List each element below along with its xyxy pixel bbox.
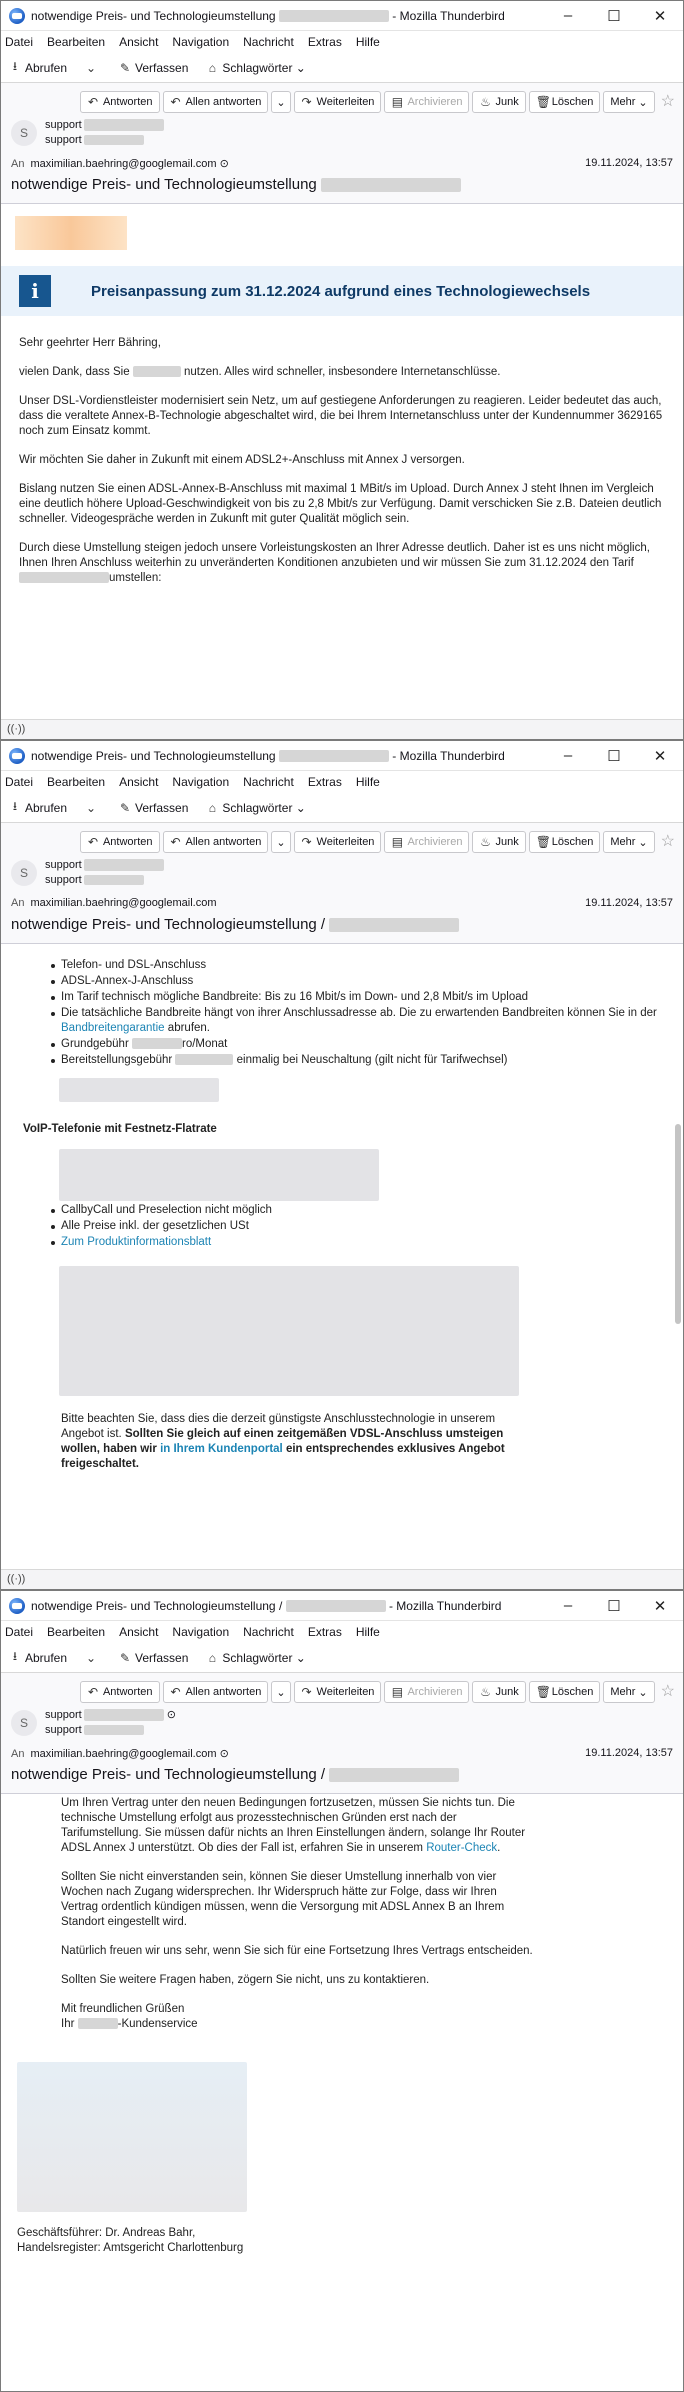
message-subject: notwendige Preis- und Technologieumstellung / bbox=[1, 1763, 683, 1793]
reply-icon: ↶ bbox=[87, 835, 98, 849]
forward-button[interactable]: ↷ Weiterleiten bbox=[294, 1681, 382, 1703]
recipient-address[interactable]: maximilian.baehring@googlemail.com bbox=[30, 897, 217, 909]
signature: Ihr -Kundenservice bbox=[61, 2018, 198, 2030]
reply-all-button[interactable]: ↶ Allen antworten bbox=[163, 1681, 269, 1703]
tag-icon: ⌂ bbox=[208, 800, 217, 815]
menu-nachricht[interactable]: Nachricht bbox=[243, 35, 294, 49]
thunderbird-icon bbox=[9, 748, 25, 764]
provider-logo bbox=[15, 216, 127, 250]
menu-ansicht[interactable]: Ansicht bbox=[119, 35, 159, 49]
sender-row bbox=[1, 853, 683, 893]
menu-navigation[interactable]: Navigation bbox=[172, 1625, 230, 1639]
archive-button[interactable]: ▤ Archivieren bbox=[384, 91, 469, 113]
sender-info[interactable] bbox=[45, 1708, 176, 1738]
sender-name: support bbox=[45, 1709, 82, 1721]
list-item bbox=[61, 1235, 665, 1250]
list-item: Alle Preise inkl. der gesetzlichen USt bbox=[61, 1219, 665, 1234]
menu-bar bbox=[1, 1621, 683, 1643]
message-header bbox=[1, 823, 683, 944]
menu-bar bbox=[1, 31, 683, 53]
list-item: Bereitstellungsgebühr einmalig bei Neuschaltung (gilt nicht für Tarifwechsel) bbox=[61, 1053, 665, 1068]
archive-button[interactable]: ▤ Archivieren bbox=[384, 1681, 469, 1703]
message-body bbox=[1, 1794, 683, 2374]
managing-director-line: Geschäftsführer: Dr. Andreas Bahr, bbox=[17, 2227, 196, 2239]
sender-address: support bbox=[45, 1724, 82, 1736]
download-icon: ⭳ bbox=[12, 59, 18, 73]
list-item: Telefon- und DSL-Anschluss bbox=[61, 958, 665, 973]
menu-navigation[interactable]: Navigation bbox=[172, 35, 230, 49]
redacted-block bbox=[59, 1078, 219, 1102]
get-mail-dropdown[interactable] bbox=[85, 61, 101, 75]
chevron-down-icon: ⌄ bbox=[86, 60, 97, 75]
get-mail-button[interactable]: ⭳ Abrufen bbox=[9, 797, 67, 818]
paragraph: vielen Dank, dass Sie nutzen. Alles wird schneller, insbesondere Internetanschlüsse. bbox=[19, 366, 501, 378]
junk-button[interactable]: ♨ Junk bbox=[472, 831, 525, 853]
get-mail-button[interactable]: ⭳ Abrufen bbox=[9, 1647, 67, 1668]
message-date: 19.11.2024, 13:57 bbox=[585, 897, 673, 909]
to-label: An bbox=[11, 1747, 25, 1760]
menu-navigation[interactable]: Navigation bbox=[172, 775, 230, 789]
menu-bearbeiten[interactable]: Bearbeiten bbox=[47, 1625, 106, 1639]
maximize-icon[interactable]: ☐ bbox=[607, 1597, 621, 1615]
main-toolbar bbox=[1, 793, 683, 823]
menu-hilfe[interactable]: Hilfe bbox=[355, 35, 380, 49]
archive-icon: ▤ bbox=[391, 95, 404, 109]
to-label: An bbox=[11, 897, 25, 909]
menu-bearbeiten[interactable]: Bearbeiten bbox=[47, 775, 106, 789]
compose-button[interactable]: ✎ Verfassen bbox=[120, 800, 189, 815]
avatar: S bbox=[11, 860, 37, 886]
menu-ansicht[interactable]: Ansicht bbox=[119, 1625, 159, 1639]
forward-button[interactable]: ↷ Weiterleiten bbox=[294, 91, 382, 113]
chevron-down-icon: ⌄ bbox=[276, 836, 286, 849]
download-icon: ⭳ bbox=[12, 799, 18, 813]
message-header bbox=[1, 1673, 683, 1794]
download-icon: ⭳ bbox=[12, 1649, 18, 1663]
chevron-down-icon: ⌄ bbox=[86, 800, 97, 815]
lock-icon: ⊙ bbox=[219, 157, 229, 170]
minimize-icon[interactable]: – bbox=[563, 1597, 573, 1614]
menu-hilfe[interactable]: Hilfe bbox=[355, 775, 380, 789]
redacted-block bbox=[59, 1149, 379, 1201]
paragraph: Natürlich freuen wir uns sehr, wenn Sie sich für eine Fortsetzung Ihres Vertrags entscheiden. bbox=[61, 1945, 533, 1957]
sender-name: support bbox=[45, 859, 82, 871]
customer-portal-link[interactable]: in Ihrem Kundenportal bbox=[160, 1443, 283, 1455]
list-item: Die tatsächliche Bandbreite hängt von ihrer Anschlussadresse ab. Die zu erwartenden Bandbreiten können Sie in der Bandbreitengarantie abrufen. bbox=[61, 1006, 665, 1036]
sender-name: support bbox=[45, 119, 82, 131]
window-title: notwendige Preis- und Technologieumstellung - Mozilla Thunderbird bbox=[31, 748, 505, 763]
to-label: An bbox=[11, 157, 25, 170]
get-mail-dropdown[interactable] bbox=[85, 801, 101, 815]
chevron-down-icon: ⌄ bbox=[86, 1650, 97, 1665]
get-mail-dropdown[interactable] bbox=[85, 1651, 101, 1665]
title-bar bbox=[1, 741, 683, 771]
close-icon[interactable]: ✕ bbox=[653, 7, 667, 25]
wifi-signal-icon: ((·)) bbox=[7, 723, 26, 735]
list-item: Grundgebühr ro/Monat bbox=[61, 1037, 665, 1052]
delete-button[interactable]: 🗑 Löschen bbox=[529, 831, 601, 853]
tags-button[interactable]: ⌂ Schlagwörter ⌄ bbox=[206, 61, 305, 75]
archive-icon: ▤ bbox=[391, 835, 404, 849]
paragraph: Sollten Sie nicht einverstanden sein, können Sie dieser Umstellung innerhalb von vier Wochen nach Zugang widersprechen. Ihr Widerspruch hätte zur Folge, dass wir Ihren Vertrag ordentlich kündigen müssen, wenn die Versorgung mit ADSL Annex B an Ihrem Standort eingestellt wird. bbox=[61, 1871, 505, 1928]
flame-icon: ♨ bbox=[480, 1685, 491, 1699]
delete-button[interactable]: 🗑 Löschen bbox=[529, 91, 601, 113]
list-item: ADSL-Annex-J-Anschluss bbox=[61, 974, 665, 989]
junk-button[interactable]: ♨ Junk bbox=[472, 91, 525, 113]
lock-icon: ⊙ bbox=[166, 1709, 176, 1721]
message-date: 19.11.2024, 13:57 bbox=[585, 1747, 673, 1759]
closing: Mit freundlichen Grüßen bbox=[61, 2003, 185, 2015]
trash-icon: 🗑 bbox=[535, 1685, 551, 1699]
reply-dropdown[interactable] bbox=[271, 1681, 290, 1703]
scrollbar[interactable] bbox=[675, 1124, 681, 1324]
reply-button[interactable]: ↶ Antworten bbox=[80, 1681, 160, 1703]
tag-icon: ⌂ bbox=[208, 60, 217, 75]
greeting: Sehr geehrter Herr Bähring, bbox=[19, 337, 161, 349]
compose-button[interactable]: ✎ Verfassen bbox=[120, 1650, 189, 1665]
flame-icon: ♨ bbox=[480, 95, 491, 109]
paragraph: Um Ihren Vertrag unter den neuen Bedingungen fortzusetzen, müssen Sie nichts tun. Die technische Umstellung erfolgt aus prozesstechnischen Gründen erst nach der Tarifumstellung. Sie müssen dafür nichts an Ihren Einstellungen ändern, solange Ihr Router ADSL Annex J unterstützt. Ob dies der Fall ist, erfahren Sie in unserem Router-Check. bbox=[61, 1797, 526, 1854]
maximize-icon[interactable]: ☐ bbox=[607, 747, 621, 765]
junk-button[interactable]: ♨ Junk bbox=[472, 1681, 525, 1703]
paragraph: Unser DSL-Vordienstleister modernisiert sein Netz, um auf gestiegene Anforderungen zu reagieren. Leider bedeutet das auch, dass die veraltete Annex-B-Technologie abgeschaltet wird, die bei Ihrem Internetanschluss unter der Kundennummer 3629165 noch zum Einsatz kommt. bbox=[19, 395, 663, 437]
reply-button[interactable]: ↶ Antworten bbox=[80, 91, 160, 113]
message-subject: notwendige Preis- und Technologieumstellung / bbox=[1, 913, 683, 943]
pencil-icon: ✎ bbox=[120, 800, 131, 815]
info-banner bbox=[1, 266, 683, 316]
pencil-icon: ✎ bbox=[120, 1650, 131, 1665]
message-header bbox=[1, 83, 683, 204]
compose-button[interactable]: ✎ Verfassen bbox=[120, 60, 189, 75]
avatar: S bbox=[11, 120, 37, 146]
thunderbird-icon bbox=[9, 1598, 25, 1614]
chevron-down-icon: ⌄ bbox=[276, 96, 286, 109]
reply-dropdown[interactable] bbox=[271, 91, 290, 113]
recipient-address[interactable]: maximilian.baehring@googlemail.com bbox=[30, 1747, 217, 1760]
voip-list bbox=[19, 1203, 665, 1250]
recipient-row bbox=[1, 1743, 683, 1763]
message-body bbox=[1, 204, 683, 704]
thunderbird-icon bbox=[9, 8, 25, 24]
menu-nachricht[interactable]: Nachricht bbox=[243, 775, 294, 789]
menu-ansicht[interactable]: Ansicht bbox=[119, 775, 159, 789]
more-button[interactable]: Mehr ⌄ bbox=[603, 831, 654, 853]
trash-icon: 🗑 bbox=[535, 835, 551, 849]
paragraph: Durch diese Umstellung steigen jedoch unsere Vorleistungskosten an Ihrer Adresse deutlich. Daher ist es uns nicht möglich, Ihnen Ihren Anschluss weiterhin zu unveränderten Konditionen anzubieten und wir müssen Sie zum 31.12.2024 den Tarif umstellen: bbox=[19, 542, 650, 584]
forward-icon: ↷ bbox=[301, 95, 312, 109]
list-item: Im Tarif technisch mögliche Bandbreite: Bis zu 16 Mbit/s im Down- und 2,8 Mbit/s im Upload bbox=[61, 990, 665, 1005]
message-actions bbox=[1, 83, 683, 113]
trash-icon: 🗑 bbox=[535, 95, 551, 109]
star-icon[interactable]: ☆ bbox=[660, 1683, 675, 1700]
feature-list bbox=[19, 958, 665, 1068]
menu-extras[interactable]: Extras bbox=[307, 1625, 342, 1639]
archive-icon: ▤ bbox=[391, 1685, 404, 1699]
chevron-down-icon: ⌄ bbox=[276, 1686, 286, 1699]
menu-hilfe[interactable]: Hilfe bbox=[355, 1625, 380, 1639]
menu-bearbeiten[interactable]: Bearbeiten bbox=[47, 35, 106, 49]
forward-icon: ↷ bbox=[301, 835, 312, 849]
window-title: notwendige Preis- und Technologieumstellung / - Mozilla Thunderbird bbox=[31, 1598, 502, 1613]
sender-info[interactable] bbox=[45, 118, 164, 148]
thunderbird-window-2 bbox=[0, 740, 684, 1590]
menu-datei[interactable]: Datei bbox=[5, 775, 34, 789]
bandwidth-link[interactable]: Bandbreitengarantie bbox=[61, 1022, 165, 1034]
reply-all-button[interactable]: ↶ Allen antworten bbox=[163, 831, 269, 853]
reply-all-icon: ↶ bbox=[170, 835, 181, 849]
title-bar bbox=[1, 1591, 683, 1621]
more-button[interactable]: Mehr ⌄ bbox=[603, 1681, 654, 1703]
sender-address: support bbox=[45, 874, 82, 886]
forward-button[interactable]: ↷ Weiterleiten bbox=[294, 831, 382, 853]
get-mail-button[interactable]: ⭳ Abrufen bbox=[9, 57, 67, 78]
tags-button[interactable]: ⌂ Schlagwörter ⌄ bbox=[206, 1651, 305, 1665]
maximize-icon[interactable]: ☐ bbox=[607, 7, 621, 25]
main-toolbar bbox=[1, 1643, 683, 1673]
close-icon[interactable]: ✕ bbox=[653, 1597, 667, 1615]
sender-info[interactable] bbox=[45, 858, 164, 888]
notice-paragraph: Bitte beachten Sie, dass dies die derzeit günstigste Anschlusstechnologie in unserem Angebot ist. Sollten Sie gleich auf einen zeitgemäßen VDSL-Anschluss umsteigen wollen, haben wir in Ihrem Kundenportal ein entsprechendes exklusives Angebot freigeschaltet. bbox=[61, 1413, 505, 1470]
more-button[interactable]: Mehr ⌄ bbox=[603, 91, 654, 113]
tags-button[interactable]: ⌂ Schlagwörter ⌄ bbox=[206, 801, 305, 815]
pencil-icon: ✎ bbox=[120, 60, 131, 75]
paragraph: Bislang nutzen Sie einen ADSL-Annex-B-Anschluss mit maximal 1 MBit/s im Upload. Durch Annex J steht Ihnen im Vergleich eine deutlich höhere Upload-Geschwindigkeit von bis zu 2,8 Mbit/s zur Verfügung. Damit verschicken Sie z.B. Dateien deutlich schneller. Videogespräche werden in Zukunft mit guter Qualität möglich sein. bbox=[19, 483, 662, 525]
recipient-row bbox=[1, 153, 683, 173]
lock-icon: ⊙ bbox=[219, 1747, 229, 1760]
archive-button[interactable]: ▤ Archivieren bbox=[384, 831, 469, 853]
minimize-icon[interactable]: – bbox=[563, 7, 573, 24]
status-bar bbox=[1, 719, 683, 739]
message-actions bbox=[1, 1673, 683, 1703]
reply-dropdown[interactable] bbox=[271, 831, 290, 853]
minimize-icon[interactable]: – bbox=[563, 747, 573, 764]
window-title: notwendige Preis- und Technologieumstellung - Mozilla Thunderbird bbox=[31, 8, 505, 23]
thunderbird-window-1 bbox=[0, 0, 684, 740]
router-check-link[interactable]: Router-Check bbox=[426, 1842, 498, 1854]
sender-address: support bbox=[45, 134, 82, 146]
sender-row bbox=[1, 113, 683, 153]
sender-row bbox=[1, 1703, 683, 1743]
avatar: S bbox=[11, 1710, 37, 1736]
title-bar bbox=[1, 1, 683, 31]
reply-icon: ↶ bbox=[87, 1685, 98, 1699]
close-icon[interactable]: ✕ bbox=[653, 747, 667, 765]
reply-button[interactable]: ↶ Antworten bbox=[80, 831, 160, 853]
menu-datei[interactable]: Datei bbox=[5, 35, 34, 49]
message-actions bbox=[1, 823, 683, 853]
menu-nachricht[interactable]: Nachricht bbox=[243, 1625, 294, 1639]
menu-bar bbox=[1, 771, 683, 793]
thunderbird-window-3 bbox=[0, 1590, 684, 2392]
delete-button[interactable]: 🗑 Löschen bbox=[529, 1681, 601, 1703]
voip-heading: VoIP-Telefonie mit Festnetz-Flatrate bbox=[23, 1123, 217, 1135]
main-toolbar bbox=[1, 53, 683, 83]
recipient-address[interactable]: maximilian.baehring@googlemail.com bbox=[30, 157, 217, 170]
menu-extras[interactable]: Extras bbox=[307, 35, 342, 49]
reply-all-icon: ↶ bbox=[170, 95, 181, 109]
list-item: CallbyCall und Preselection nicht möglich bbox=[61, 1203, 665, 1218]
flame-icon: ♨ bbox=[480, 835, 491, 849]
star-icon[interactable]: ☆ bbox=[660, 833, 675, 850]
register-line: Handelsregister: Amtsgericht Charlottenburg bbox=[17, 2242, 244, 2254]
message-subject: notwendige Preis- und Technologieumstellung bbox=[1, 173, 683, 203]
message-date: 19.11.2024, 13:57 bbox=[585, 157, 673, 169]
wifi-signal-icon: ((·)) bbox=[7, 1573, 26, 1585]
star-icon[interactable]: ☆ bbox=[660, 93, 675, 110]
tag-icon: ⌂ bbox=[208, 1650, 217, 1665]
banner-headline: Preisanpassung zum 31.12.2024 aufgrund eines Technologiewechsels bbox=[91, 282, 591, 300]
redacted-footer-block bbox=[17, 2062, 247, 2212]
paragraph: Sollten Sie weitere Fragen haben, zögern Sie nicht, uns zu kontaktieren. bbox=[61, 1974, 430, 1986]
menu-extras[interactable]: Extras bbox=[307, 775, 342, 789]
status-bar bbox=[1, 1569, 683, 1589]
reply-icon: ↶ bbox=[87, 95, 98, 109]
message-body bbox=[1, 944, 683, 1564]
info-icon: i bbox=[19, 275, 51, 307]
reply-all-icon: ↶ bbox=[170, 1685, 181, 1699]
paragraph: Wir möchten Sie daher in Zukunft mit einem ADSL2+-Anschluss mit Annex J versorgen. bbox=[19, 454, 465, 466]
redacted-block bbox=[59, 1266, 519, 1396]
forward-icon: ↷ bbox=[301, 1685, 312, 1699]
product-info-link[interactable]: Zum Produktinformationsblatt bbox=[61, 1236, 212, 1248]
recipient-row bbox=[1, 893, 683, 913]
reply-all-button[interactable]: ↶ Allen antworten bbox=[163, 91, 269, 113]
menu-datei[interactable]: Datei bbox=[5, 1625, 34, 1639]
